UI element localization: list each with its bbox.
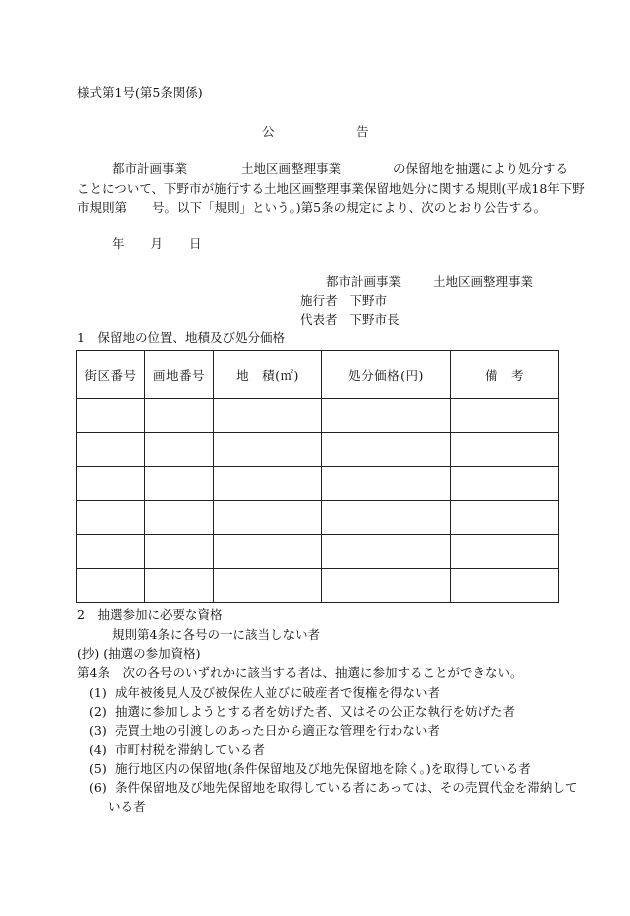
executor-value: 下野市 <box>349 293 388 308</box>
signature-project-a: 都市計画事業 <box>326 274 402 289</box>
table-cell[interactable] <box>214 467 322 501</box>
table-cell[interactable] <box>77 467 145 501</box>
table-cell[interactable] <box>77 569 145 603</box>
table-cell[interactable] <box>77 535 145 569</box>
table-row <box>77 433 559 467</box>
intro-line-2: ことについて、下野市が施行する土地区画整理事業保留地処分に関する規則(平成18年下野 <box>77 181 585 196</box>
list-item <box>89 685 440 701</box>
table-cell[interactable] <box>145 535 214 569</box>
item-text: 条件保留地及び地先保留地を取得している者にあっては、その売買代金を滞納して <box>115 780 578 795</box>
table-cell[interactable] <box>145 501 214 535</box>
representative-value: 下野市長 <box>349 312 400 327</box>
table-cell[interactable] <box>214 433 322 467</box>
table-row <box>77 467 559 501</box>
item-number: (5) <box>89 761 107 776</box>
executor-label: 施行者 <box>300 293 338 308</box>
list-item <box>89 742 265 758</box>
table-cell[interactable] <box>322 535 451 569</box>
signature-representative <box>300 312 400 328</box>
representative-label: 代表者 <box>300 312 338 327</box>
header-block-number: 街区番号 <box>77 351 145 399</box>
section-1-title: 1 保留地の位置、地積及び処分価格 <box>77 330 285 345</box>
header-remarks: 備 考 <box>451 351 559 399</box>
table-cell[interactable] <box>214 535 322 569</box>
table-cell[interactable] <box>451 467 559 501</box>
header-area: 地 積(㎡) <box>214 351 322 399</box>
notice-title-left: 公 <box>262 124 275 139</box>
table-header-row <box>77 351 559 399</box>
intro-project-b: 土地区画整理事業 <box>241 161 342 176</box>
intro-project-a: 都市計画事業 <box>112 161 188 176</box>
intro-line-1 <box>112 161 568 177</box>
table-row <box>77 501 559 535</box>
section-2-title: 2 抽選参加に必要な資格 <box>77 607 223 622</box>
date-month: 月 <box>150 236 164 251</box>
table-row <box>77 569 559 603</box>
table-cell[interactable] <box>451 535 559 569</box>
item-text: 市町村税を滞納している者 <box>115 742 266 757</box>
item-text: 売買土地の引渡しのあった日から適正な管理を行わない者 <box>115 723 440 738</box>
notice-title-right: 告 <box>356 124 369 139</box>
table-cell[interactable] <box>145 569 214 603</box>
signature-project <box>326 274 533 290</box>
table-cell[interactable] <box>322 433 451 467</box>
signature-project-b: 土地区画整理事業 <box>433 274 534 289</box>
table-cell[interactable] <box>77 501 145 535</box>
table-cell[interactable] <box>322 501 451 535</box>
date-year: 年 <box>112 236 125 251</box>
table-cell[interactable] <box>145 467 214 501</box>
table-cell[interactable] <box>145 433 214 467</box>
signature-executor <box>300 293 387 309</box>
item-number: (2) <box>89 704 107 719</box>
header-price: 処分価格(円) <box>322 351 451 399</box>
table-cell[interactable] <box>214 501 322 535</box>
table-cell[interactable] <box>77 433 145 467</box>
table-cell[interactable] <box>322 569 451 603</box>
item-number: (1) <box>89 685 107 700</box>
header-lot-number: 画地番号 <box>145 351 214 399</box>
list-item <box>89 761 531 777</box>
item-number: (3) <box>89 723 107 738</box>
intro-line-1-rest: の保留地を抽選により処分する <box>393 161 569 176</box>
excerpt-heading: (抄) (抽選の参加資格) <box>77 646 201 661</box>
table-cell[interactable] <box>451 399 559 433</box>
table-cell[interactable] <box>77 399 145 433</box>
qualification-text: 規則第4条に各号の一に該当しない者 <box>112 627 320 642</box>
date-line <box>112 236 202 252</box>
table-cell[interactable] <box>145 399 214 433</box>
table-cell[interactable] <box>451 569 559 603</box>
table-cell[interactable] <box>214 399 322 433</box>
item-text: 施行地区内の保留地(条件保留地及び地先保留地を除く。)を取得している者 <box>115 761 531 776</box>
form-number: 様式第1号(第5条関係) <box>77 85 203 100</box>
item-text: 成年被後見人及び被保佐人並びに破産者で復権を得ない者 <box>115 685 441 700</box>
list-item <box>89 780 577 796</box>
table-cell[interactable] <box>451 501 559 535</box>
table-cell[interactable] <box>322 467 451 501</box>
table-row <box>77 535 559 569</box>
table-cell[interactable] <box>322 399 451 433</box>
list-item <box>89 704 515 720</box>
intro-line-3: 市規則第 号。以下「規則」という。)第5条の規定により、次のとおり公告する。 <box>77 200 547 215</box>
table-row <box>77 399 559 433</box>
list-item <box>89 723 440 739</box>
article-4-text: 第4条 次の各号のいずれかに該当する者は、抽選に参加することができない。 <box>77 665 523 680</box>
item-number: (4) <box>89 742 107 757</box>
item-number: (6) <box>89 780 107 795</box>
item-6-continuation: いる者 <box>108 799 146 814</box>
date-day: 日 <box>189 236 202 251</box>
table-cell[interactable] <box>214 569 322 603</box>
plot-table <box>76 350 559 603</box>
table-cell[interactable] <box>451 433 559 467</box>
item-text: 抽選に参加しようとする者を妨げた者、又はその公正な執行を妨げた者 <box>115 704 516 719</box>
